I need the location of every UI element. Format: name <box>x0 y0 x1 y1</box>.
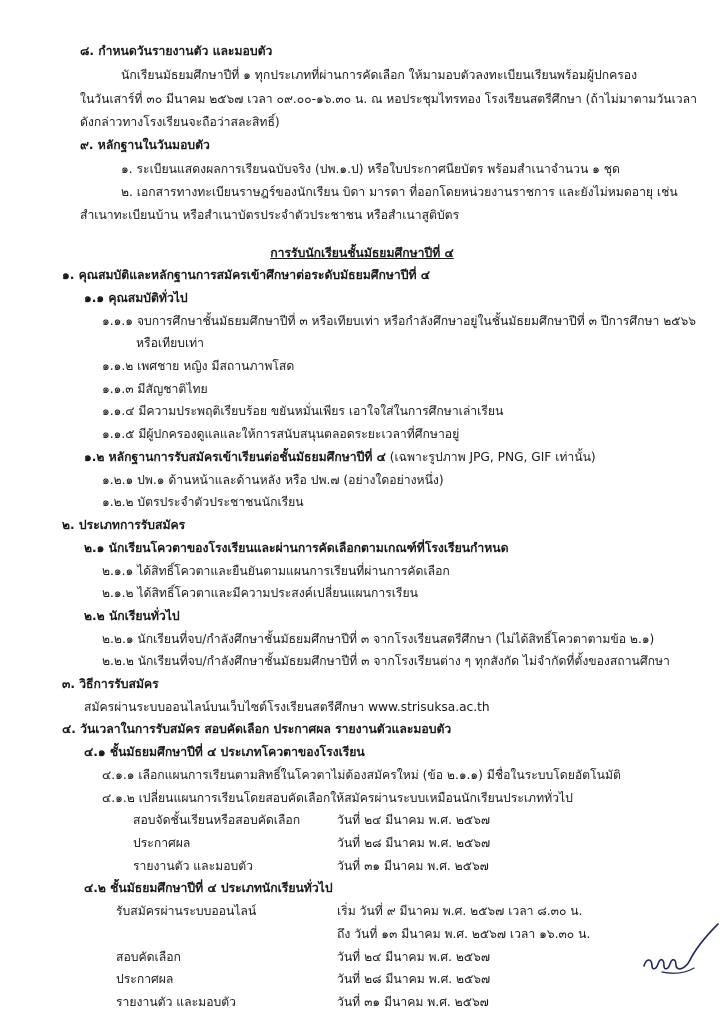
item-1-1-4: ๑.๑.๔ มีความประพฤติเรียบร้อย ขยันหมั่นเพียร เอาใจใส่ในการศึกษาเล่าเรียน <box>102 404 504 418</box>
schedule-1-date: วันที่ ๒๔ มีนาคม พ.ศ. ๒๕๖๗ <box>337 813 491 827</box>
schedule-1-date: วันที่ ๓๑ มีนาคม พ.ศ. ๒๕๖๗ <box>337 859 489 873</box>
part-4-1-heading: ๔.๑ ชั้นมัธยมศึกษาปีที่ ๔ ประเภทโควตาของโรงเรียน <box>84 745 365 759</box>
item-2-2-1: ๒.๒.๑ นักเรียนที่จบ/กำลังศึกษาชั้นมัธยมศึกษาปีที่ ๓ จากโรงเรียนสตรีศึกษา (ไม่ได้สิทธิ์โควตาตามข้อ ๒.๑) <box>102 632 655 646</box>
schedule-2-label: รายงานตัว และมอบตัว <box>116 995 237 1009</box>
section-9-item-1: ๑. ระเบียนแสดงผลการเรียนฉบับจริง (ปพ.๑.ป) หรือใบประกาศนียบัตร พร้อมสำเนาจำนวน ๑ ชุด <box>121 162 620 176</box>
item-1-2-2: ๑.๒.๒ บัตรประจำตัวประชาชนนักเรียน <box>102 495 304 509</box>
schedule-2-date: วันที่ ๒๘ มีนาคม พ.ศ. ๒๕๖๗ <box>337 972 491 986</box>
item-2-2-2: ๒.๒.๒ นักเรียนที่จบ/กำลังศึกษาชั้นมัธยมศึกษาปีที่ ๓ จากโรงเรียนต่าง ๆ ทุกสังกัด ไม่จำกัดที่ตั้งของสถานศึกษา <box>102 654 670 668</box>
item-2-1-1: ๒.๑.๑ ได้สิทธิ์โควตาและยืนยันตามแผนการเรียนที่ผ่านการคัดเลือก <box>102 564 450 578</box>
section-9-heading: ๙. หลักฐานในวันมอบตัว <box>80 138 210 152</box>
part-2-2-heading: ๒.๒ นักเรียนทั่วไป <box>84 609 180 623</box>
part-1-2-heading-bold: ๑.๒ หลักฐานการรับสมัครเข้าเรียนต่อชั้นมัธยมศึกษาปีที่ ๔ <box>84 450 386 464</box>
schedule-1-label: สอบจัดชั้นเรียนหรือสอบคัดเลือก <box>133 813 301 827</box>
item-4-1-1: ๔.๑.๑ เลือกแผนการเรียนตามสิทธิ์ในโควตาไม่ต้องสมัครใหม่ (ข้อ ๒.๑.๑) มีชื่อในระบบโดยอัตโนมัติ <box>102 768 621 782</box>
schedule-1-label: ประกาศผล <box>133 836 191 850</box>
schedule-2-label: สอบคัดเลือก <box>116 950 181 964</box>
part-1-1-heading: ๑.๑ คุณสมบัติทั่วไป <box>84 291 188 305</box>
item-1-1-3: ๑.๑.๓ มีสัญชาติไทย <box>102 382 208 396</box>
handwritten-signature-icon <box>632 918 722 990</box>
schedule-2-label: รับสมัครผ่านระบบออนไลน์ <box>116 904 257 918</box>
item-1-1-5: ๑.๑.๕ มีผู้ปกครองดูแลและให้การสนับสนุนตลอดระยะเวลาที่ศึกษาอยู่ <box>102 427 460 441</box>
schedule-1-label: รายงานตัว และมอบตัว <box>133 859 254 873</box>
part-1-2-heading <box>84 449 596 465</box>
part-1-2-heading-note: (เฉพาะรูปภาพ JPG, PNG, GIF เท่านั้น) <box>385 450 596 464</box>
schedule-2-date: เริ่ม วันที่ ๙ มีนาคม พ.ศ. ๒๕๖๗ เวลา ๘.๓๐ น. <box>337 904 583 918</box>
item-4-1-2: ๔.๑.๒ เปลี่ยนแผนการเรียนโดยสอบคัดเลือกให้สมัครผ่านระบบเหมือนนักเรียนประเภททั่วไป <box>102 791 573 805</box>
schedule-2-date: ถึง วันที่ ๑๓ มีนาคม พ.ศ. ๒๕๖๗ เวลา ๑๖.๓๐ น. <box>337 927 591 941</box>
section-9-item-2-line-1: ๒. เอกสารทางทะเบียนราษฎร์ของนักเรียน บิดา มารดา ที่ออกโดยหน่วยงานราชการ และยังไม่หมดอายุ เช่น <box>121 185 678 199</box>
item-1-1-1-line-1: ๑.๑.๑ จบการศึกษาชั้นมัธยมศึกษาปีที่ ๓ หรือเทียบเท่า หรือกำลังศึกษาอยู่ในชั้นมัธยมศึกษาปีที่ ๓ ปีการศึกษา ๒๕๖๖ <box>102 314 696 328</box>
part-4-2-heading: ๔.๒ ชั้นมัธยมศึกษาปีที่ ๔ ประเภทนักเรียนทั่วไป <box>84 881 333 895</box>
part-3-text: สมัครผ่านระบบออนไลน์บนเว็บไซต์โรงเรียนสตรีศึกษา www.strisuksa.ac.th <box>84 700 490 714</box>
part-2-heading: ๒. ประเภทการรับสมัคร <box>62 518 186 532</box>
schedule-2-label: ประกาศผล <box>116 972 174 986</box>
section-8-heading: ๘. กำหนดวันรายงานตัว และมอบตัว <box>80 44 273 58</box>
section-8-paragraph-line-3: ดังกล่าวทางโรงเรียนจะถือว่าสละสิทธิ์) <box>80 115 280 129</box>
item-1-1-2: ๑.๑.๒ เพศชาย หญิง มีสถานภาพโสด <box>102 359 295 373</box>
section-9-item-2-line-2: สำเนาทะเบียนบ้าน หรือสำเนาบัตรประจำตัวประชาชน หรือสำเนาสูติบัตร <box>80 208 460 222</box>
part-1-heading: ๑. คุณสมบัติและหลักฐานการสมัครเข้าศึกษาต่อระดับมัธยมศึกษาปีที่ ๔ <box>62 268 430 282</box>
item-1-1-1-line-2: หรือเทียบเท่า <box>136 336 205 350</box>
part-2-1-heading: ๒.๑ นักเรียนโควตาของโรงเรียนและผ่านการคัดเลือกตามเกณฑ์ที่โรงเรียนกำหนด <box>84 541 509 555</box>
schedule-1-date: วันที่ ๒๘ มีนาคม พ.ศ. ๒๕๖๗ <box>337 836 491 850</box>
part-4-heading: ๔. วันเวลาในการรับสมัคร สอบคัดเลือก ประกาศผล รายงานตัวและมอบตัว <box>62 722 452 736</box>
item-1-2-1: ๑.๒.๑ ปพ.๑ ด้านหน้าและด้านหลัง หรือ ปพ.๗ (อย่างใดอย่างหนึ่ง) <box>102 473 444 487</box>
document-title: การรับนักเรียนชั้นมัธยมศึกษาปีที่ ๔ <box>270 246 454 260</box>
section-8-paragraph-line-2: ในวันเสาร์ที่ ๓๐ มีนาคม ๒๕๖๗ เวลา ๐๙.๐๐-๑๖.๓๐ น. ณ หอประชุมไทรทอง โรงเรียนสตรีศึกษา (ถ้าไม่มาตามวันเวลา <box>80 92 697 106</box>
schedule-2-date: วันที่ ๓๑ มีนาคม พ.ศ. ๒๕๖๗ <box>337 995 489 1009</box>
item-2-1-2: ๒.๑.๒ ได้สิทธิ์โควตาและมีความประสงค์เปลี่ยนแผนการเรียน <box>102 586 418 600</box>
section-8-paragraph-line-1: นักเรียนมัธยมศึกษาปีที่ ๑ ทุกประเภทที่ผ่านการคัดเลือก ให้มามอบตัวลงทะเบียนเรียนพร้อมผู้ปกครอง <box>121 68 638 82</box>
part-3-heading: ๓. วิธีการรับสมัคร <box>62 677 159 691</box>
schedule-2-date: วันที่ ๒๔ มีนาคม พ.ศ. ๒๕๖๗ <box>337 950 491 964</box>
